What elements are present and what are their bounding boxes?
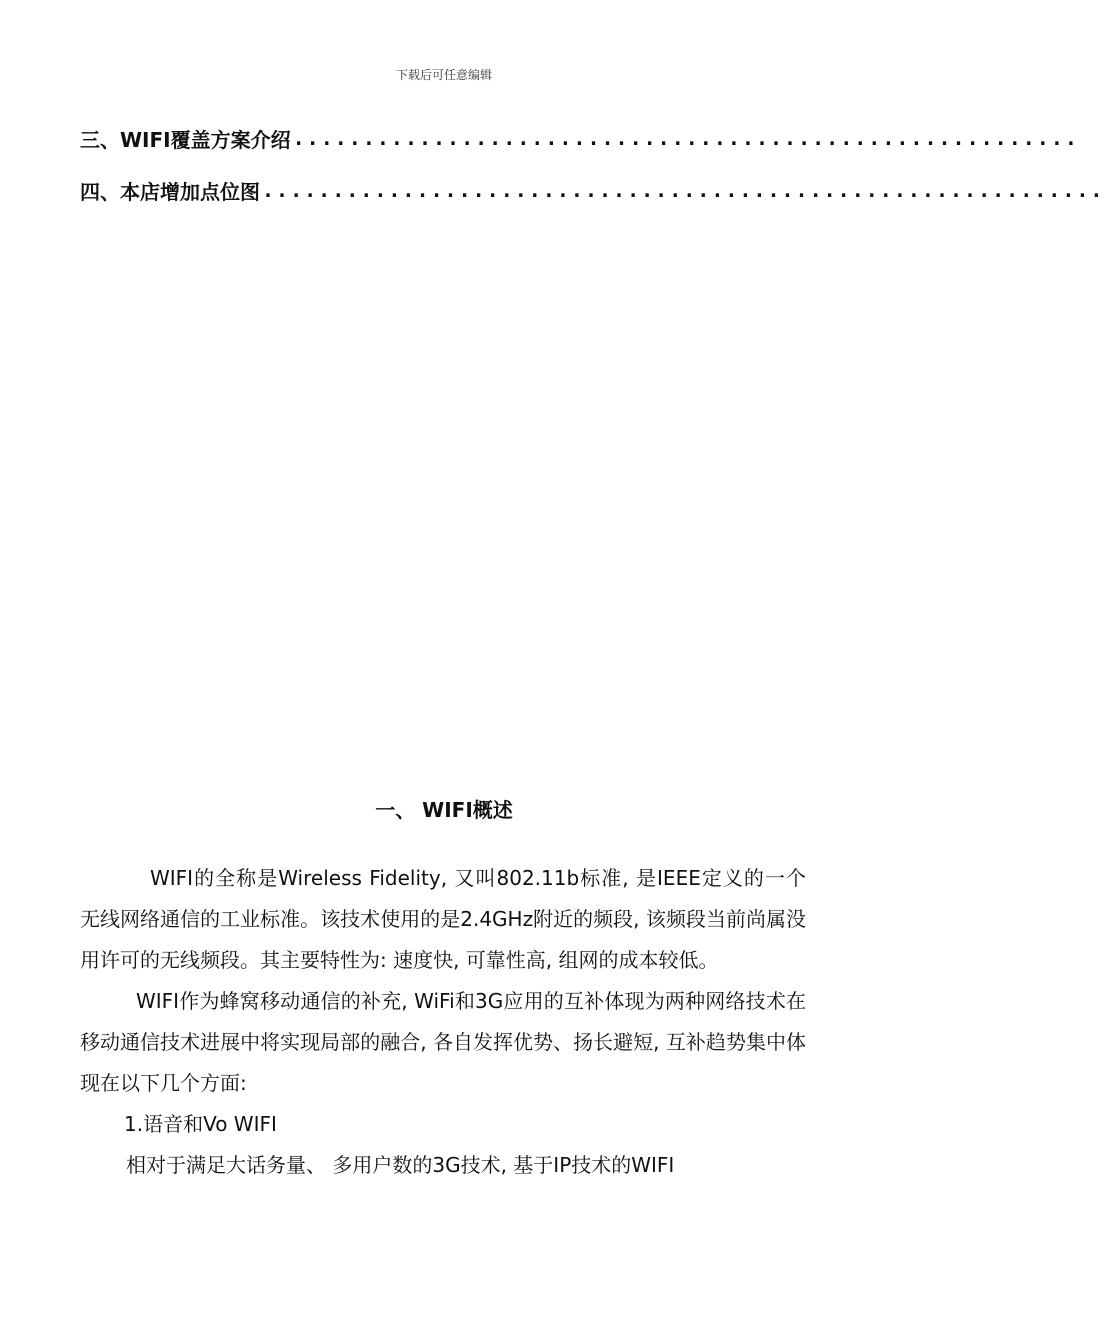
section-body [80, 858, 806, 1186]
toc-leader-dots: ........................................................ [292, 126, 1079, 150]
section-heading: 一、 WIFI概述 [375, 798, 513, 822]
toc-entry-title: WIFI覆盖方案介绍 [120, 127, 291, 152]
toc-entry-number: 四、 [80, 179, 120, 204]
toc-entry-4[interactable] [80, 172, 1104, 208]
paragraph-wifi-3g-complement: WIFI作为蜂窝移动通信的补充, WiFi和3G应用的互补体现为两种网络技术在移动通信技术进展中将实现局部的融合, 各自发挥优势、扬长避短, 互补趋势集中体现在以下几个方面: [80, 989, 806, 1095]
toc-entry-number: 三、 [80, 127, 120, 152]
paragraph-ip-wifi: 相对于满足大话务量、 多用户数的3G技术, 基于IP技术的WIFI [126, 1153, 675, 1177]
toc-entry-title: 本店增加点位图 [120, 179, 260, 204]
toc-leader-dots: ............................................................ [262, 178, 1104, 202]
table-of-contents [80, 120, 1104, 224]
toc-entry-3[interactable] [80, 120, 1079, 156]
paragraph-wifi-definition: WIFI的全称是Wireless Fidelity, 又叫802.11b标准, 是IEEE定义的一个无线网络通信的工业标准。该技术使用的是2.4GHz附近的频段, 该频段当前尚属没用许可的无线频段。其主要特性为: 速度快, 可靠性高, 组网的成本较低。 [80, 866, 806, 972]
page-header: 下载后可任意编辑 [395, 68, 492, 82]
subheading-voice-vowifi: 1.语音和Vo WIFI [124, 1112, 277, 1136]
